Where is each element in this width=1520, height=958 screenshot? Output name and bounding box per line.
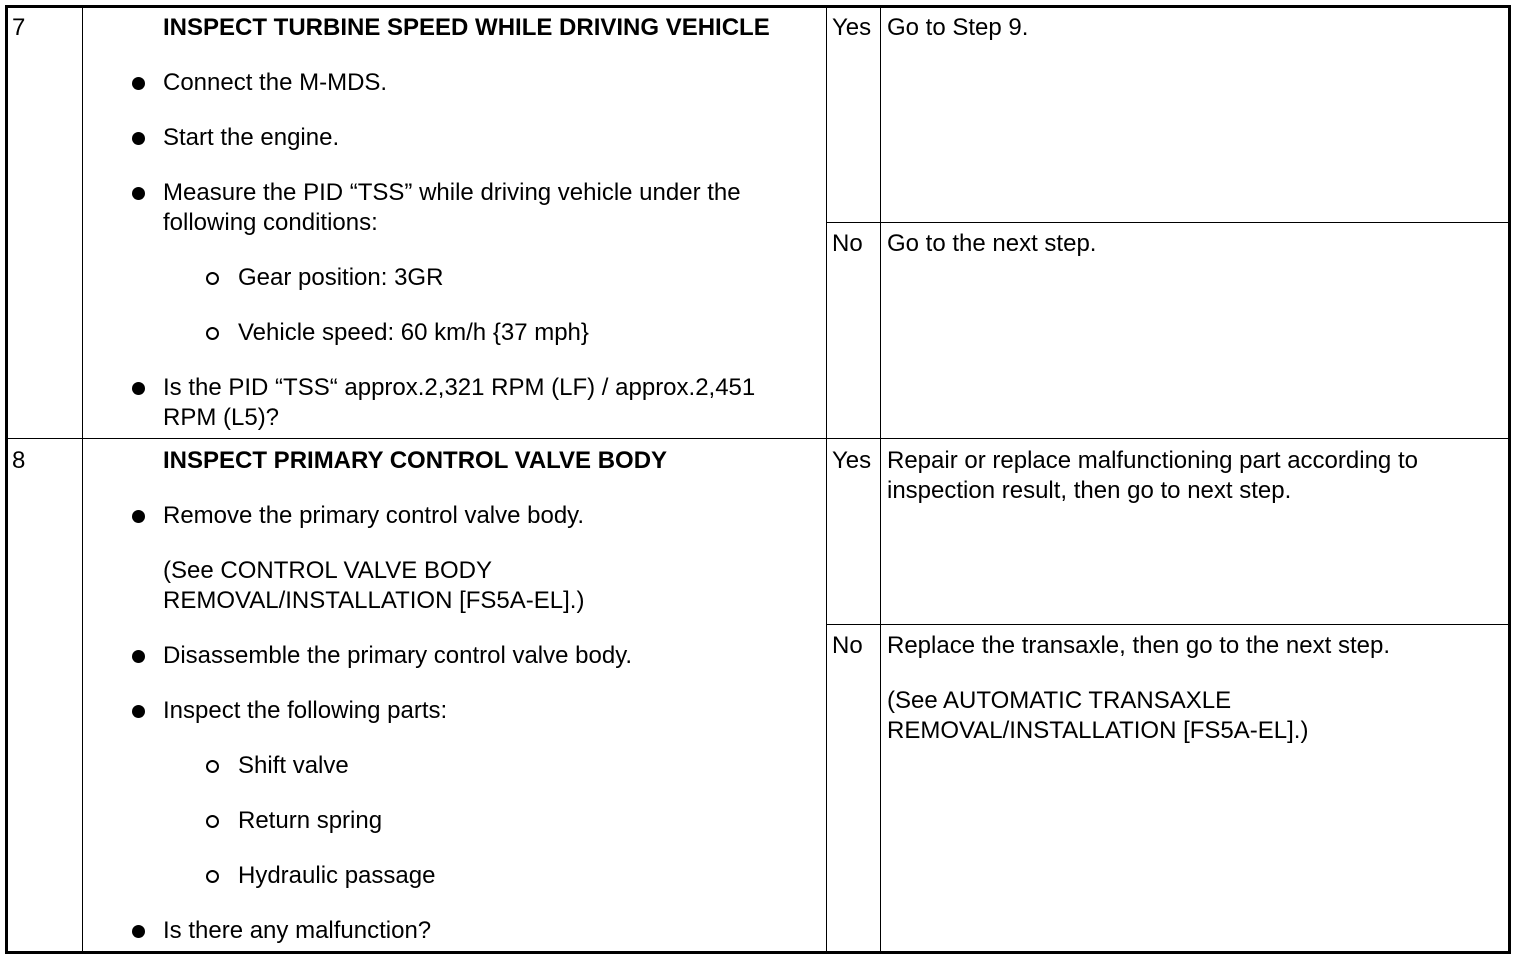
reference-note: REMOVAL/INSTALLATION [FS5A-EL].) — [163, 587, 585, 614]
no-action: Go to the next step. — [887, 230, 1097, 257]
column-divider — [82, 8, 83, 951]
reference-note: (See CONTROL VALVE BODY — [163, 557, 492, 584]
no-label: No — [832, 230, 863, 257]
inspection-part: Shift valve — [238, 752, 349, 779]
answer-divider — [826, 222, 1508, 223]
condition-item: Gear position: 3GR — [238, 264, 444, 291]
bullet-icon — [132, 925, 145, 938]
circle-bullet-icon — [206, 327, 219, 340]
column-divider — [880, 8, 881, 951]
bullet-icon — [132, 187, 145, 200]
column-divider — [826, 8, 827, 951]
circle-bullet-icon — [206, 272, 219, 285]
bullet-icon — [132, 382, 145, 395]
bullet-icon — [132, 650, 145, 663]
step-instruction: Measure the PID “TSS” while driving vehicle under the — [163, 179, 741, 206]
step-instruction: Start the engine. — [163, 124, 340, 151]
step-instruction: Remove the primary control valve body. — [163, 502, 585, 529]
yes-action: inspection result, then go to next step. — [887, 477, 1292, 504]
yes-label: Yes — [832, 447, 872, 474]
circle-bullet-icon — [206, 815, 219, 828]
step-title: INSPECT TURBINE SPEED WHILE DRIVING VEHICLE — [163, 14, 770, 41]
step-question: Is the PID “TSS“ approx.2,321 RPM (LF) / approx.2,451 — [163, 374, 756, 401]
step-question: Is there any malfunction? — [163, 917, 432, 944]
step-instruction: Disassemble the primary control valve body. — [163, 642, 633, 669]
step-number: 8 — [12, 447, 26, 474]
step-instruction: Connect the M-MDS. — [163, 69, 388, 96]
bullet-icon — [132, 77, 145, 90]
yes-label: Yes — [832, 14, 872, 41]
reference-note: REMOVAL/INSTALLATION [FS5A-EL].) — [887, 717, 1309, 744]
step-title: INSPECT PRIMARY CONTROL VALVE BODY — [163, 447, 668, 474]
step-question: RPM (L5)? — [163, 404, 280, 431]
answer-divider — [826, 624, 1508, 625]
step-number: 7 — [12, 14, 26, 41]
bullet-icon — [132, 705, 145, 718]
no-action: Replace the transaxle, then go to the next step. — [887, 632, 1390, 659]
no-label: No — [832, 632, 863, 659]
reference-note: (See AUTOMATIC TRANSAXLE — [887, 687, 1232, 714]
step-instruction: Inspect the following parts: — [163, 697, 448, 724]
step-instruction: following conditions: — [163, 209, 378, 236]
inspection-part: Hydraulic passage — [238, 862, 436, 889]
bullet-icon — [132, 132, 145, 145]
bullet-icon — [132, 510, 145, 523]
yes-action: Go to Step 9. — [887, 14, 1029, 41]
circle-bullet-icon — [206, 760, 219, 773]
yes-action: Repair or replace malfunctioning part according to — [887, 447, 1418, 474]
condition-item: Vehicle speed: 60 km/h {37 mph} — [238, 319, 589, 346]
circle-bullet-icon — [206, 870, 219, 883]
row-divider — [8, 438, 1508, 439]
inspection-part: Return spring — [238, 807, 383, 834]
